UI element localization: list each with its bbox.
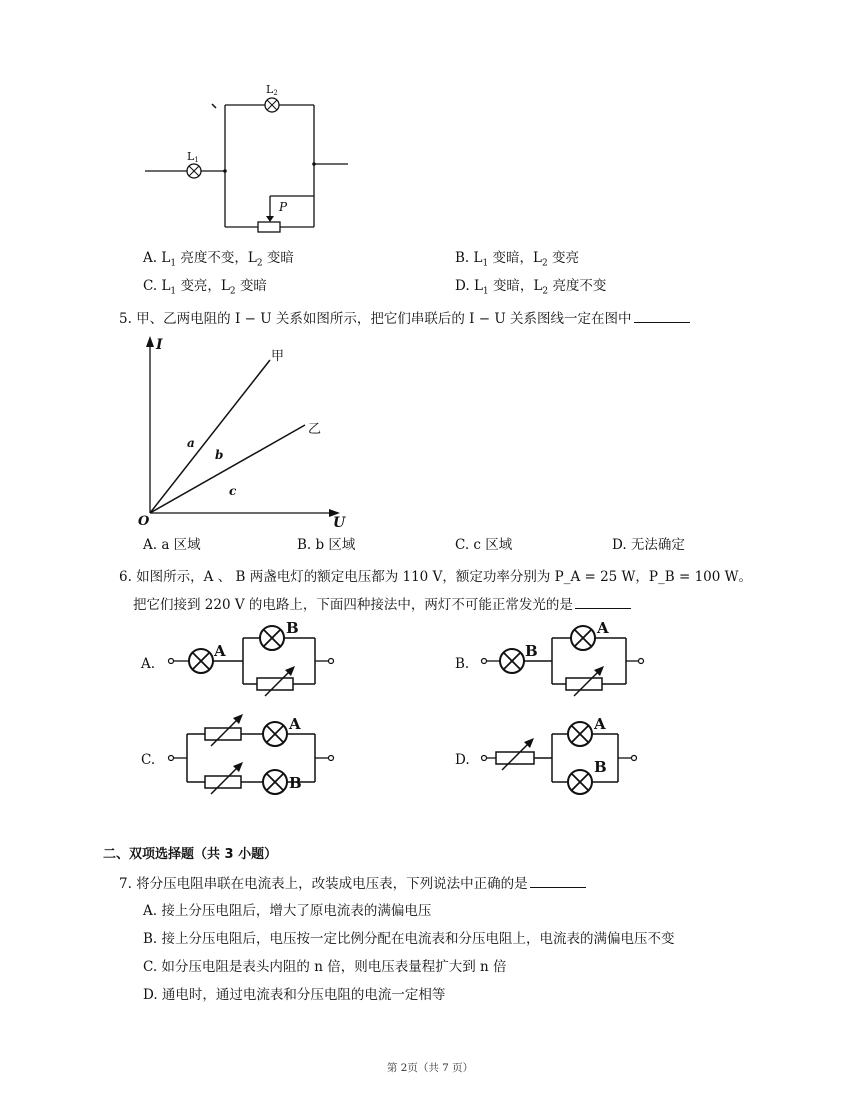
q6-circuit-b (478, 620, 658, 700)
line-jia (150, 360, 270, 513)
lamp-b-icon (500, 649, 524, 673)
answer-blank (575, 596, 631, 609)
region-a-label: a (187, 436, 195, 450)
q7-option-b: B. 接上分压电阻后，电压按一定比例分配在电流表和分压电阻上，电流表的满偏电压不变 (143, 931, 675, 947)
svg-text:B: B (525, 642, 538, 660)
q5-iu-graph (135, 333, 350, 531)
q6-option-b-label: B. (455, 656, 470, 672)
svg-text:A: A (289, 715, 301, 733)
q5-option-c: C. c 区域 (455, 537, 513, 553)
line-yi-label: 乙 (308, 422, 322, 437)
q6-circuit-a (165, 620, 345, 700)
rheostat-icon (566, 678, 602, 690)
rheostat-icon (257, 678, 293, 690)
q6-circuit-d (478, 712, 658, 802)
q5-option-b: B. b 区域 (297, 537, 356, 553)
q4-option-b: B. $L_1$ 变暗，$L_2$ 变亮 (455, 250, 580, 269)
label-l2: L2 (266, 83, 278, 97)
lamp-b-icon (260, 626, 284, 650)
section-title: 二、双项选择题（共 3 小题） (103, 847, 278, 862)
lamp-a-icon (189, 649, 213, 673)
q4-option-c: C. $L_1$ 变亮，$L_2$ 变暗 (143, 278, 267, 297)
q5-option-a: A. a 区域 (143, 537, 201, 553)
region-c-label: c (229, 484, 237, 498)
lamp-l1-icon (187, 164, 201, 178)
rheostat-icon (258, 222, 280, 232)
line-jia-label: 甲 (271, 349, 285, 364)
q7-option-d: D. 通电时，通过电流表和分压电阻的电流一定相等 (143, 987, 446, 1003)
origin-label: O (138, 514, 150, 529)
answer-blank (530, 875, 586, 888)
label-l1: L1 (187, 150, 199, 164)
q7-option-c: C. 如分压电阻是表头内阻的 n 倍，则电压表量程扩大到 n 倍 (143, 959, 507, 975)
q7-stem: 7. 将分压电阻串联在电流表上，改装成电压表，下列说法中正确的是 (119, 875, 586, 893)
page-footer: 第 2页（共 7 页） (386, 1062, 474, 1074)
y-axis-label: I (156, 337, 163, 353)
x-axis-label: U (333, 515, 346, 531)
lamp-b-icon (263, 770, 287, 794)
lamp-a-icon (571, 626, 595, 650)
svg-text:A: A (214, 642, 226, 660)
lamp-l2-icon (265, 98, 279, 112)
svg-text:B: B (289, 774, 302, 792)
q6-stem-line1: 6. 如图所示，A 、 B 两盏电灯的额定电压都为 110 V，额定功率分别为 P_A = 25 W，P_B = 100 W。 (119, 569, 753, 585)
lamp-b-icon (568, 770, 592, 794)
q4-circuit-diagram (140, 80, 360, 240)
svg-text:A: A (597, 619, 609, 637)
lamp-a-icon (263, 722, 287, 746)
q6-option-a-label: A. (141, 656, 156, 672)
svg-text:B: B (594, 758, 607, 776)
q6-circuit-c (165, 712, 345, 802)
region-b-label: b (215, 448, 224, 462)
q4-option-a: A. $L_1$ 亮度不变，$L_2$ 变暗 (143, 250, 294, 269)
q4-option-d: D. $L_1$ 变暗，$L_2$ 亮度不变 (455, 278, 607, 297)
line-yi (150, 425, 305, 513)
answer-blank (634, 310, 690, 323)
svg-text:B: B (286, 619, 299, 637)
q5-stem: 5. 甲、乙两电阻的 I − U 关系如图所示，把它们串联后的 I − U 关系图线一定在图中 (119, 310, 690, 328)
q7-option-a: A. 接上分压电阻后，增大了原电流表的满偏电压 (143, 903, 432, 919)
q6-option-c-label: C. (141, 752, 156, 768)
q6-stem-line2: 把它们接到 220 V 的电路上，下面四种接法中，两灯不可能正常发光的是 (133, 596, 631, 614)
lamp-a-icon (568, 722, 592, 746)
q6-option-d-label: D. (455, 752, 470, 768)
q5-option-d: D. 无法确定 (612, 537, 685, 553)
label-p: P (279, 200, 288, 214)
svg-text:A: A (594, 715, 606, 733)
